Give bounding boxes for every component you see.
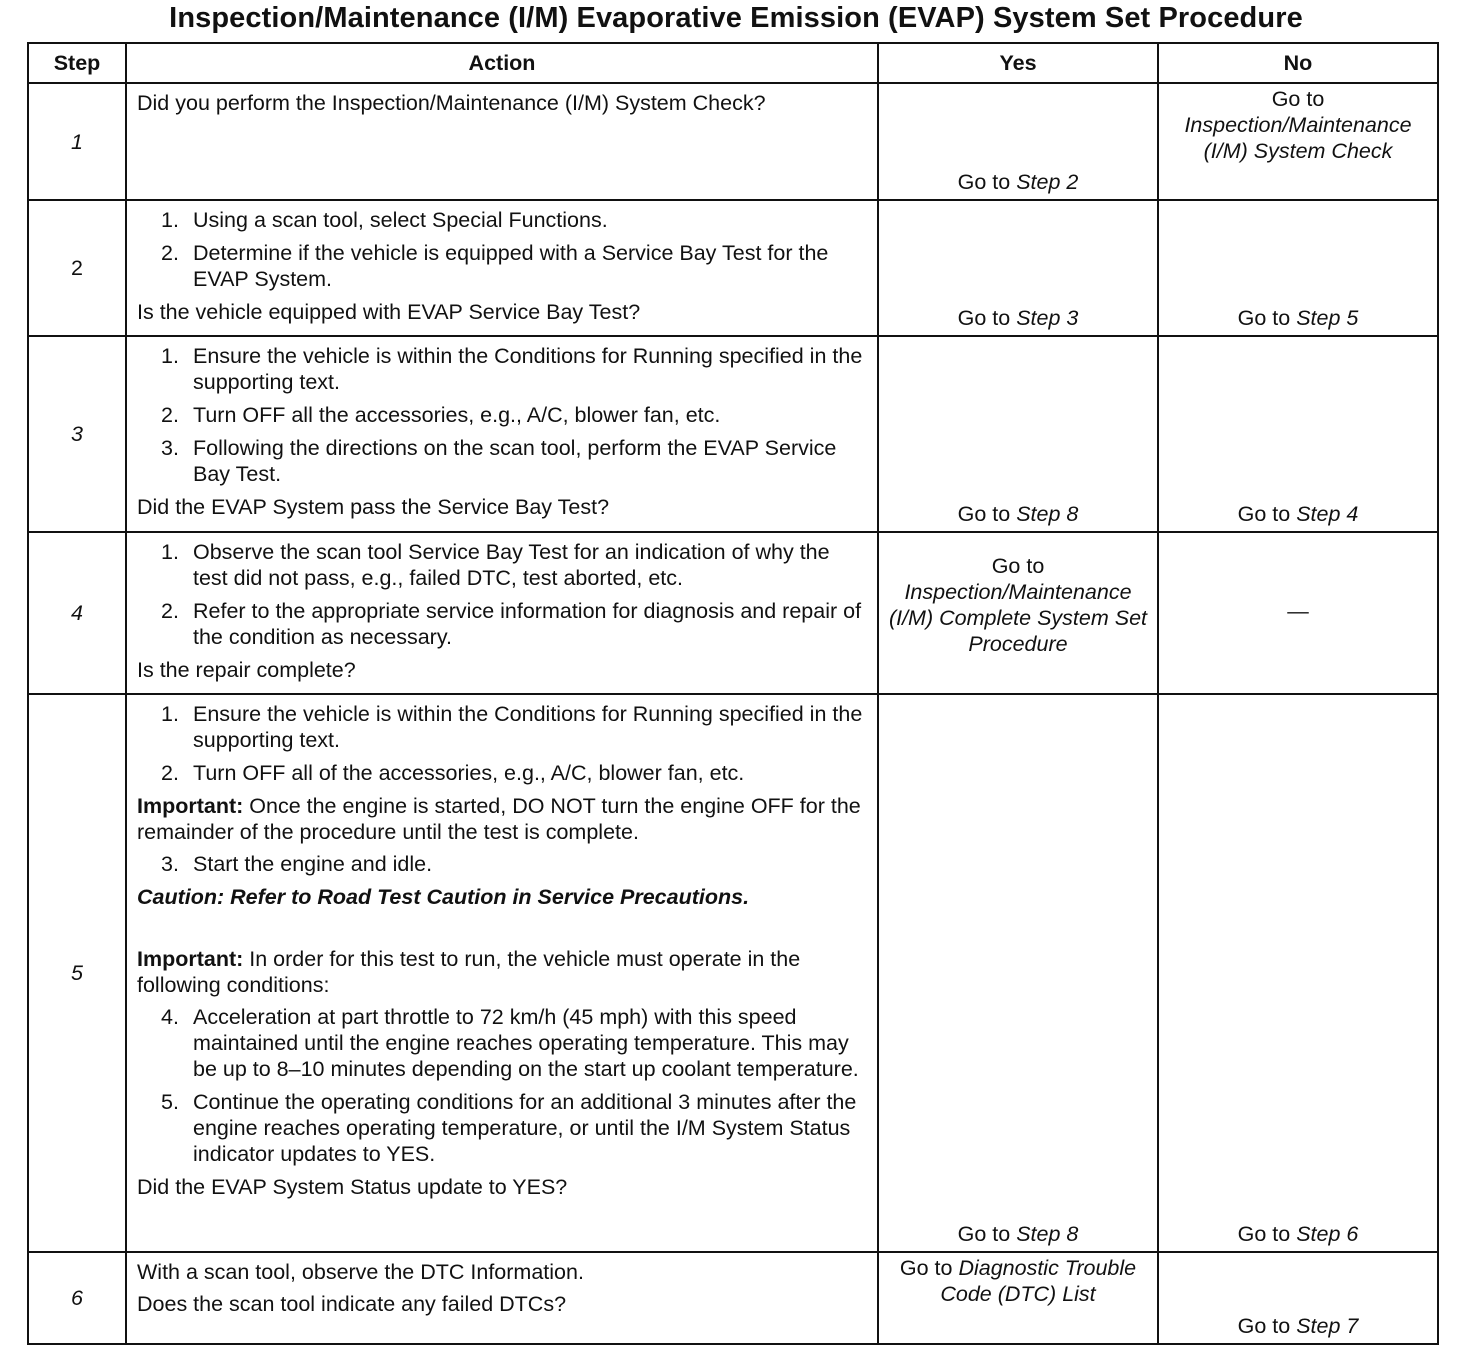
yes-link[interactable]: [885, 305, 1151, 331]
item-text: Observe the scan tool Service Bay Test for an indication of why the test did not pass, e.g., failed DTC, test aborted, etc.: [193, 540, 830, 590]
important-note: [137, 793, 867, 845]
yes-link[interactable]: [885, 553, 1151, 657]
yes-prefix: Go to: [899, 1256, 959, 1280]
important-text: Once the engine is started, DO NOT turn the engine OFF for the remainder of the procedure until the test is complete.: [137, 794, 861, 844]
yes-ref: Inspection/Maintenance (I/M) Complete System Set Procedure: [888, 580, 1148, 656]
item-number: 2.: [161, 599, 179, 623]
yes-cell: [878, 532, 1158, 694]
yes-prefix: Go to: [991, 554, 1045, 578]
important-text: In order for this test to run, the vehicle must operate in the following conditions:: [137, 947, 801, 997]
item-text: Refer to the appropriate service information for diagnosis and repair of the condition as necessary.: [193, 599, 862, 649]
no-prefix: Go to: [1237, 1222, 1297, 1246]
table-row: [28, 1252, 1438, 1344]
list-item: [137, 598, 867, 650]
list-item: [137, 1089, 867, 1167]
list-item: [137, 435, 867, 487]
no-cell: [1158, 83, 1438, 200]
yes-cell: [878, 83, 1158, 200]
yes-link[interactable]: [885, 169, 1151, 195]
step-number: 3: [28, 336, 126, 532]
no-prefix: Go to: [1237, 1314, 1297, 1338]
question-text: Is the vehicle equipped with EVAP Service Bay Test?: [137, 300, 641, 324]
yes-ref: Step 3: [1016, 306, 1079, 330]
action-cell: [126, 694, 878, 1252]
table-row: [28, 532, 1438, 694]
list-item: [137, 539, 867, 591]
no-dash: —: [1287, 599, 1309, 623]
no-link[interactable]: [1165, 1313, 1431, 1339]
question-text: Does the scan tool indicate any failed DTCs?: [137, 1292, 567, 1316]
action-cell: [126, 532, 878, 694]
no-link[interactable]: [1165, 305, 1431, 331]
no-cell: [1158, 336, 1438, 532]
item-text: Ensure the vehicle is within the Conditions for Running specified in the supporting text.: [193, 344, 863, 394]
no-link[interactable]: [1165, 501, 1431, 527]
procedure-table: [27, 42, 1439, 1345]
item-number: 1.: [161, 540, 179, 564]
table-row: [28, 83, 1438, 200]
question-text: Did the EVAP System Status update to YES?: [137, 1175, 568, 1199]
yes-cell: [878, 200, 1158, 336]
list-item: [137, 1004, 867, 1082]
item-number: 1.: [161, 344, 179, 368]
header-row: [28, 43, 1438, 83]
item-number: 2.: [161, 761, 179, 785]
yes-prefix: Go to: [957, 170, 1017, 194]
important-label: Important:: [137, 947, 244, 971]
list-item: [137, 851, 867, 877]
table-row: [28, 694, 1438, 1252]
item-text: Determine if the vehicle is equipped with a Service Bay Test for the EVAP System.: [193, 241, 829, 291]
header-yes: Yes: [878, 43, 1158, 83]
important-note: [137, 946, 867, 998]
list-item: [137, 760, 867, 786]
yes-cell: [878, 336, 1158, 532]
instruction-text: With a scan tool, observe the DTC Information.: [137, 1260, 584, 1284]
yes-cell: [878, 1252, 1158, 1344]
question-text: Is the repair complete?: [137, 658, 356, 682]
action-cell: [126, 1252, 878, 1344]
question-text: Did you perform the Inspection/Maintenance (I/M) System Check?: [137, 91, 766, 115]
yes-link[interactable]: [885, 501, 1151, 527]
item-number: 2.: [161, 403, 179, 427]
yes-ref: Step 8: [1016, 502, 1079, 526]
spacer: [137, 916, 867, 942]
item-text: Following the directions on the scan tool, perform the EVAP Service Bay Test.: [193, 436, 837, 486]
item-text: Using a scan tool, select Special Functions.: [193, 208, 608, 232]
no-prefix: Go to: [1237, 502, 1297, 526]
list-item: [137, 240, 867, 292]
step-number: 6: [28, 1252, 126, 1344]
item-number: 4.: [161, 1005, 179, 1029]
yes-ref: Step 2: [1016, 170, 1079, 194]
step-number: 1: [28, 83, 126, 200]
action-cell: [126, 200, 878, 336]
caution-note: Caution: Refer to Road Test Caution in Service Precautions.: [137, 885, 750, 909]
header-action: Action: [126, 43, 878, 83]
list-item: [137, 343, 867, 395]
item-text: Continue the operating conditions for an additional 3 minutes after the engine reaches operating temperature, or until the I/M System Status indicator updates to YES.: [193, 1090, 857, 1166]
yes-ref: Step 8: [1016, 1222, 1079, 1246]
no-cell: [1158, 532, 1438, 694]
step-number: 4: [28, 532, 126, 694]
no-ref: Step 7: [1296, 1314, 1359, 1338]
item-text: Turn OFF all the accessories, e.g., A/C, blower fan, etc.: [193, 403, 721, 427]
action-cell: [126, 83, 878, 200]
no-cell: [1158, 694, 1438, 1252]
no-ref: Step 6: [1296, 1222, 1359, 1246]
list-item: [137, 207, 867, 233]
yes-link[interactable]: [885, 1221, 1151, 1247]
no-cell: [1158, 1252, 1438, 1344]
question-text: Did the EVAP System pass the Service Bay Test?: [137, 495, 610, 519]
list-item: [137, 402, 867, 428]
list-item: [137, 701, 867, 753]
yes-link[interactable]: [885, 1255, 1151, 1307]
table-row: [28, 200, 1438, 336]
no-ref: Step 4: [1296, 502, 1359, 526]
no-link[interactable]: [1165, 1221, 1431, 1247]
item-number: 3.: [161, 852, 179, 876]
important-label: Important:: [137, 794, 244, 818]
item-number: 2.: [161, 241, 179, 265]
step-number: 2: [28, 200, 126, 336]
header-step: Step: [28, 43, 126, 83]
header-no: No: [1158, 43, 1438, 83]
item-number: 5.: [161, 1090, 179, 1114]
step-number: 5: [28, 694, 126, 1252]
table-row: [28, 336, 1438, 532]
page-title: Inspection/Maintenance (I/M) Evaporative Emission (EVAP) System Set Procedure: [169, 2, 1303, 34]
yes-cell: [878, 694, 1158, 1252]
item-number: 3.: [161, 436, 179, 460]
item-text: Start the engine and idle.: [193, 852, 433, 876]
item-number: 1.: [161, 208, 179, 232]
item-number: 1.: [161, 702, 179, 726]
no-prefix: Go to: [1237, 306, 1297, 330]
item-text: Ensure the vehicle is within the Conditions for Running specified in the supporting text.: [193, 702, 863, 752]
no-link[interactable]: [1165, 86, 1431, 164]
item-text: Acceleration at part throttle to 72 km/h (45 mph) with this speed maintained until the engine reaches operating temperature. This may be up to 8–10 minutes depending on the start up coolant temperature.: [193, 1005, 859, 1081]
yes-prefix: Go to: [957, 502, 1017, 526]
yes-prefix: Go to: [957, 1222, 1017, 1246]
no-ref: Step 5: [1296, 306, 1359, 330]
no-cell: [1158, 200, 1438, 336]
yes-ref: Diagnostic Trouble Code (DTC) List: [940, 1256, 1137, 1306]
no-prefix: Go to: [1271, 87, 1325, 111]
yes-prefix: Go to: [957, 306, 1017, 330]
item-text: Turn OFF all of the accessories, e.g., A/C, blower fan, etc.: [193, 761, 745, 785]
action-cell: [126, 336, 878, 532]
no-ref: Inspection/Maintenance (I/M) System Check: [1184, 113, 1412, 163]
